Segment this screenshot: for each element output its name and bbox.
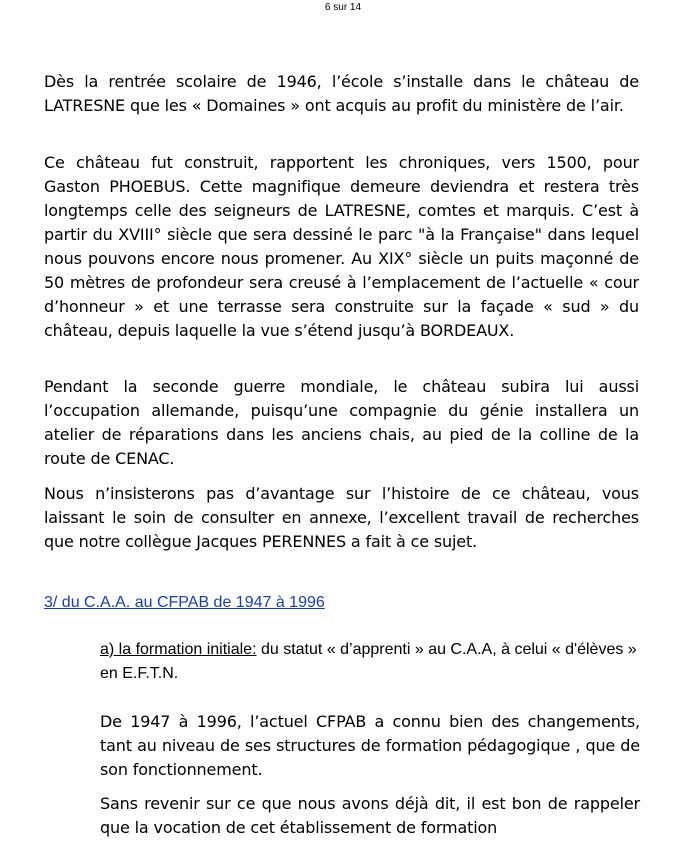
- subsection-text: du statut « d’apprenti » au C.A.A, à celui « d'élèves » en E.F.T.N.: [100, 641, 637, 682]
- paragraph-history: Ce château fut construit, rapportent les chroniques, vers 1500, pour Gaston PHOEBUS. Cette magnifique demeure deviendra et restera très longtemps celle des seigneurs de LATRESNE, comtes et marquis. C’est à partir du XVIII° siècle que sera dessiné le parc "à la Française" dans lequel nous pouvons encore nous promener. Au XIX° siècle un puits maçonné de 50 mètres de profondeur sera creusé à l’emplacement de l’actuelle « cour d’honneur » et une terrasse sera construite sur la façade « sud » du château, depuis laquelle la vue s’étend jusqu’à BORDEAUX.: [44, 153, 639, 340]
- section-heading: 3/ du C.A.A. au CFPAB de 1947 à 1996: [44, 594, 325, 611]
- paragraph-changes: De 1947 à 1996, l’actuel CFPAB a connu bien des changements, tant au niveau de ses structures de formation pédagogique , que de son fonctionnement.: [100, 712, 640, 779]
- paragraph-war: Pendant la seconde guerre mondiale, le château subira lui aussi l’occupation allemande, puisqu’une compagnie du génie installera un atelier de réparations dans les anciens chais, au pied de la colline de la route de CENAC.: [44, 377, 639, 468]
- page-number: 6 sur 14: [324, 2, 362, 13]
- paragraph-vocation: Sans revenir sur ce que nous avons déjà dit, il est bon de rappeler que la vocation de cet établissement de formation: [100, 794, 640, 837]
- subsection-heading: a) la formation initiale:: [100, 641, 257, 658]
- subsection-intro: [100, 638, 640, 686]
- paragraph-annex: Nous n’insisterons pas d’avantage sur l’histoire de ce château, vous laissant le soin de consulter en annexe, l’excellent travail de recherches que notre collègue Jacques PERENNES a fait à ce sujet.: [44, 484, 639, 551]
- paragraph-installation: Dès la rentrée scolaire de 1946, l’école s’installe dans le château de LATRESNE que les « Domaines » ont acquis au profit du ministère de l’air.: [44, 72, 639, 115]
